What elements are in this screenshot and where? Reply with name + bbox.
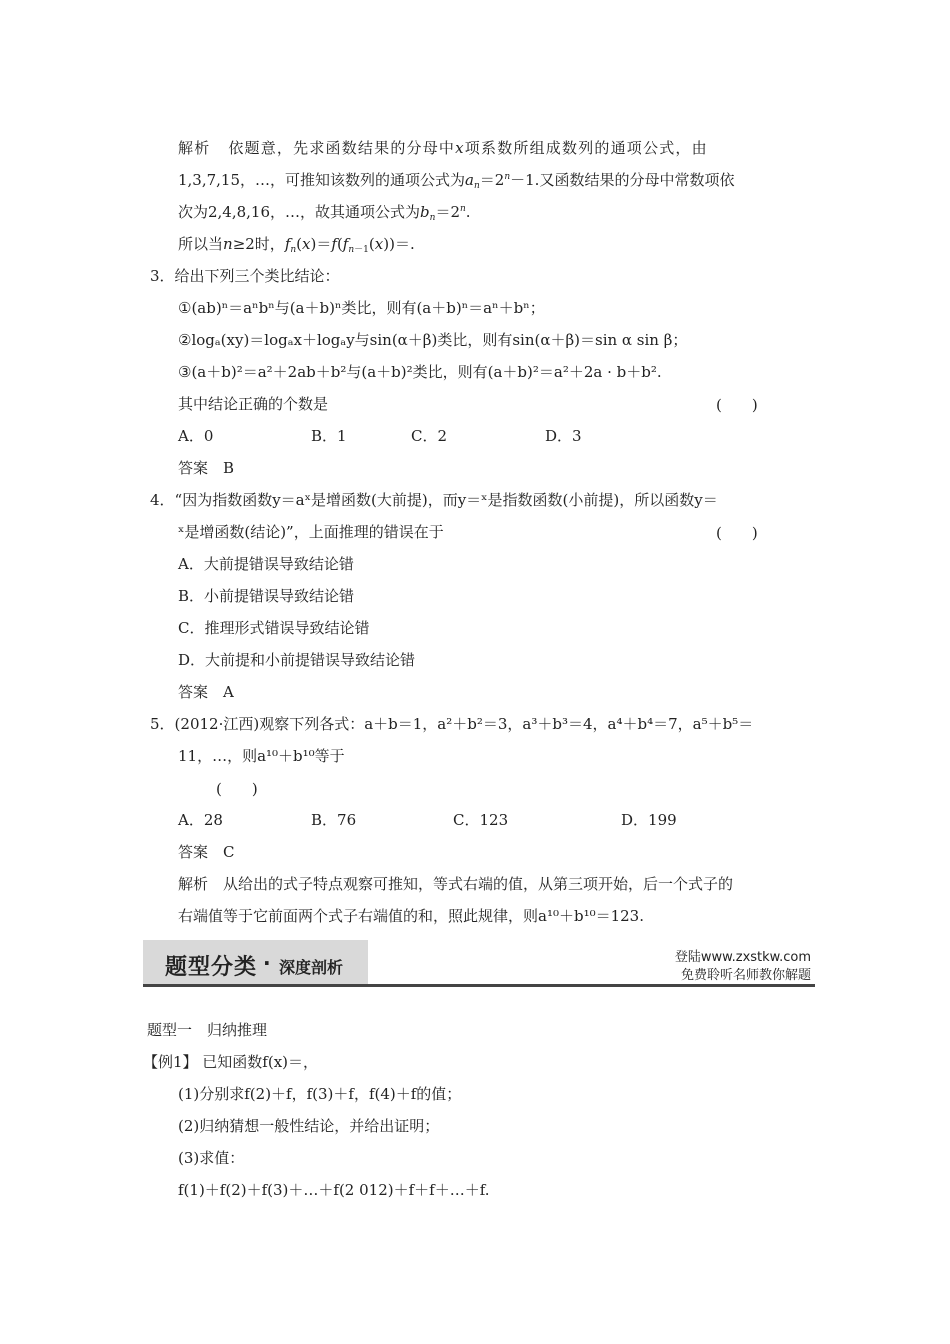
banner-website: 登陆www.zxstkw.com [674, 950, 811, 965]
q4-line-2: ˣ是增函数(结论)”，上面推理的错误在于 [178, 523, 444, 541]
analysis-label: 解析 [178, 139, 211, 157]
q4-option-c: C．推理形式错误导致结论错 [178, 619, 370, 637]
analysis-line-1 [178, 138, 708, 158]
q5-option-d: D．199 [621, 811, 677, 829]
example-1-stem: 【例1】 已知函数f(x)＝， [143, 1053, 319, 1071]
q4-answer-blank: ( ) [716, 524, 758, 542]
banner-subtitle: 深度剖析 [279, 958, 344, 977]
q5-answer-blank: ( ) [216, 780, 258, 798]
analysis-line-4: 所以当n≥2时，$f_n(x)=f(f_{n-1}(x))=$. [178, 235, 415, 255]
q5-option-b: B．76 [311, 811, 357, 829]
var-x: x [455, 139, 465, 157]
q5-line-1: 5．(2012·江西)观察下列各式：a＋b＝1，a²＋b²＝3，a³＋b³＝4，a⁴＋b⁴＝7，a⁵＋b⁵＝ [150, 715, 754, 733]
section-heading: 题型一 归纳推理 [147, 1021, 268, 1039]
q5-option-c: C．123 [453, 811, 509, 829]
q4-option-a: A．大前提错误导致结论错 [178, 555, 354, 573]
analysis-text: －1.又函数结果的分母中常数项依 [510, 171, 735, 189]
q3-option-a: A．0 [178, 427, 214, 445]
section-banner [143, 940, 815, 988]
banner-slogan: 免费聆听名师教你解题 [680, 968, 811, 983]
analysis-line-2: 1,3,7,15，…，可推知该数列的通项公式为$a_n=2^n-1$.又函数结果的分母中常数项依 [178, 171, 735, 191]
analysis-text: ＝ [316, 235, 332, 253]
analysis-text: 所以当 [178, 235, 224, 253]
example-1-part-2: (2)归纳猜想一般性结论，并给出证明； [178, 1117, 440, 1135]
analysis-text: 1,3,7,15，…，可推知该数列的通项公式为 [178, 171, 466, 189]
banner-separator: · [263, 951, 271, 975]
q3-option-c: C．2 [411, 427, 448, 445]
q5-option-a: A．28 [178, 811, 223, 829]
analysis-text: 2 [450, 203, 460, 221]
q4-line-1: 4．“因为指数函数y＝aˣ是增函数(大前提)，而y＝ˣ是指数函数(小前提)，所以函数y＝ [150, 491, 718, 509]
analysis-text: 依题意，先求函数结果的分母中 [228, 139, 456, 157]
q5-analysis-1: 解析 从给出的式子特点观察可推知，等式右端的值，从第三项开始，后一个式子的 [178, 875, 734, 893]
banner-title: 题型分类 [165, 955, 258, 980]
q3-stem: 3．给出下列三个类比结论： [150, 267, 340, 285]
analysis-text: 2 [494, 171, 505, 189]
analysis-line-3: 次为2,4,8,16，…，故其通项公式为$b_n=2^n$. [178, 203, 471, 223]
q3-conclusion-1: ①(ab)ⁿ＝aⁿbⁿ与(a＋b)ⁿ类比，则有(a＋b)ⁿ＝aⁿ＋bⁿ； [178, 299, 545, 317]
q3-answer-blank: ( ) [716, 396, 758, 414]
q4-answer: 答案 A [178, 683, 234, 701]
analysis-text: ≥2时， [232, 235, 285, 253]
q3-conclusion-3: ③(a＋b)²＝a²＋2ab＋b²与(a＋b)²类比，则有(a＋b)²＝a²＋2a · b＋b². [178, 363, 662, 381]
example-1-part-1: (1)分别求f(2)＋f，f(3)＋f，f(4)＋f的值； [178, 1085, 462, 1103]
analysis-text: 项系数所组成数列的通项公式，由 [464, 139, 708, 157]
q3-answer: 答案 B [178, 459, 235, 477]
q3-conclusion-2: ②logₐ(xy)＝logₐx＋logₐy与sin(α＋β)类比，则有sin(α＋β)＝sin α sin β； [178, 331, 688, 349]
q3-ask: 其中结论正确的个数是 [178, 395, 329, 413]
example-1-expression: f(1)＋f(2)＋f(3)＋…＋f(2 012)＋f＋f＋…＋f. [178, 1181, 490, 1199]
analysis-text: 次为2,4,8,16，…，故其通项公式为 [178, 203, 421, 221]
banner-rule [143, 984, 815, 987]
q5-line-2: 11，…，则a¹⁰＋b¹⁰等于 [178, 747, 345, 765]
q3-option-d: D．3 [545, 427, 582, 445]
q5-analysis-2: 右端值等于它前面两个式子右端值的和，照此规律，则a¹⁰＋b¹⁰＝123. [178, 907, 644, 925]
analysis-text: ＝. [394, 235, 415, 253]
q5-answer: 答案 C [178, 843, 235, 861]
q3-option-b: B．1 [311, 427, 347, 445]
q4-option-b: B．小前提错误导致结论错 [178, 587, 355, 605]
q4-option-d: D．大前提和小前提错误导致结论错 [178, 651, 416, 669]
example-1-part-3: (3)求值： [178, 1149, 245, 1167]
